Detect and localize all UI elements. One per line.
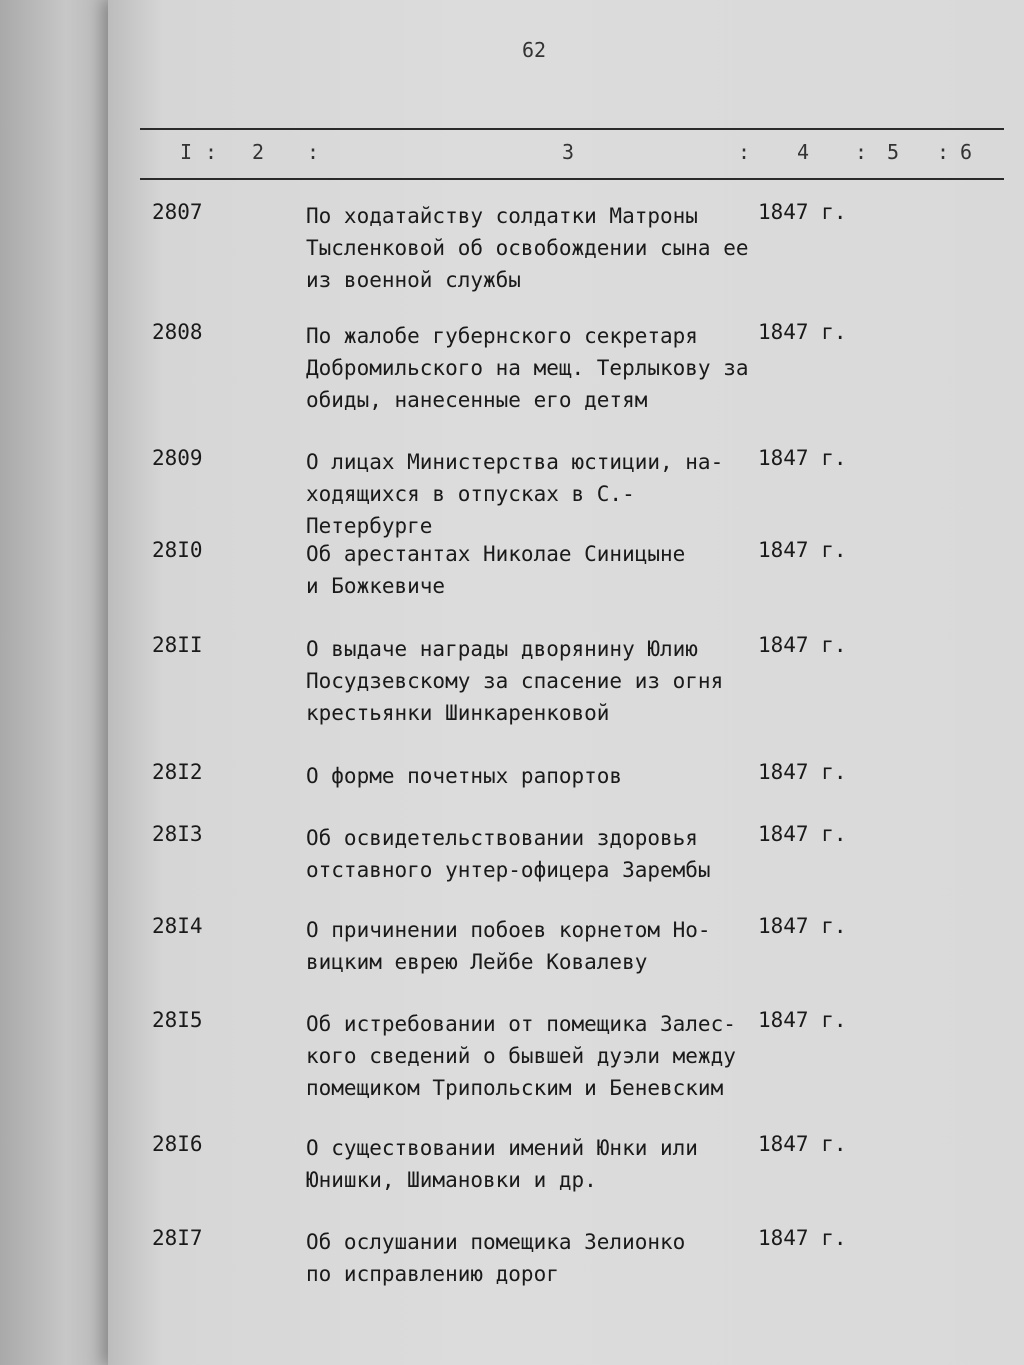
column-separator: :	[307, 140, 320, 164]
entry-description: По ходатайству солдатки Матроны Тысленковой об освобождении сына ее из военной службы	[306, 204, 749, 292]
column-header-4: 4	[797, 140, 810, 164]
previous-page-edge	[0, 0, 120, 1365]
entry-number: 28I4	[152, 914, 203, 938]
entry-year: 1847 г.	[758, 1226, 847, 1250]
entry-number: 28I5	[152, 1008, 203, 1032]
entry-description: Об ослушании помещика Зелионко по исправлению дорог	[306, 1230, 686, 1286]
column-header-1: I	[180, 140, 193, 164]
entry-number: 28I2	[152, 760, 203, 784]
entry-number: 28I7	[152, 1226, 203, 1250]
entry-number: 28I6	[152, 1132, 203, 1156]
page-number: 62	[522, 38, 547, 62]
entry-number: 2809	[152, 446, 203, 470]
entry-description: О лицах Министерства юстиции, на- ходящихся в отпусках в С.-Петербурге	[306, 450, 724, 538]
entry-description: По жалобе губернского секретаря Добромильского на мещ. Терлыкову за обиды, нанесенные его детям	[306, 324, 749, 412]
entry-year: 1847 г.	[758, 1008, 847, 1032]
entry-year: 1847 г.	[758, 320, 847, 344]
column-header-2: 2	[252, 140, 265, 164]
entry-description: О причинении побоев корнетом Но- вицким еврею Лейбе Ковалеву	[306, 918, 711, 974]
entry-number: 2807	[152, 200, 203, 224]
entry-description: О существовании имений Юнки или Юнишки, Шимановки и др.	[306, 1136, 698, 1192]
entry-year: 1847 г.	[758, 633, 847, 657]
entry-number: 28I3	[152, 822, 203, 846]
column-separator: :	[855, 140, 868, 164]
entry-year: 1847 г.	[758, 760, 847, 784]
column-separator: :	[738, 140, 751, 164]
entry-description: Об освидетельствовании здоровья отставного унтер-офицера Зарембы	[306, 826, 711, 882]
entry-description: О форме почетных рапортов	[306, 764, 623, 788]
entry-year: 1847 г.	[758, 1132, 847, 1156]
entry-description: О выдаче награды дворянину Юлию Посудзевскому за спасение из огня крестьянки Шинкаренковой	[306, 637, 724, 725]
column-separator: :	[205, 140, 218, 164]
entry-description: Об арестантах Николае Синицыне и Божкевиче	[306, 542, 686, 598]
header-rule-top	[140, 128, 1004, 130]
column-separator: :	[937, 140, 950, 164]
entry-number: 28I0	[152, 538, 203, 562]
header-rule-bottom	[140, 178, 1004, 180]
column-header-6: 6	[960, 140, 973, 164]
entry-year: 1847 г.	[758, 822, 847, 846]
entry-year: 1847 г.	[758, 914, 847, 938]
entry-year: 1847 г.	[758, 538, 847, 562]
column-header-5: 5	[887, 140, 900, 164]
entry-description: Об истребовании от помещика Залес- кого сведений о бывшей дуэли между помещиком Трипольским и Беневским	[306, 1012, 736, 1100]
entry-number: 28II	[152, 633, 203, 657]
entry-year: 1847 г.	[758, 446, 847, 470]
entry-year: 1847 г.	[758, 200, 847, 224]
column-header-3: 3	[562, 140, 575, 164]
entry-number: 2808	[152, 320, 203, 344]
